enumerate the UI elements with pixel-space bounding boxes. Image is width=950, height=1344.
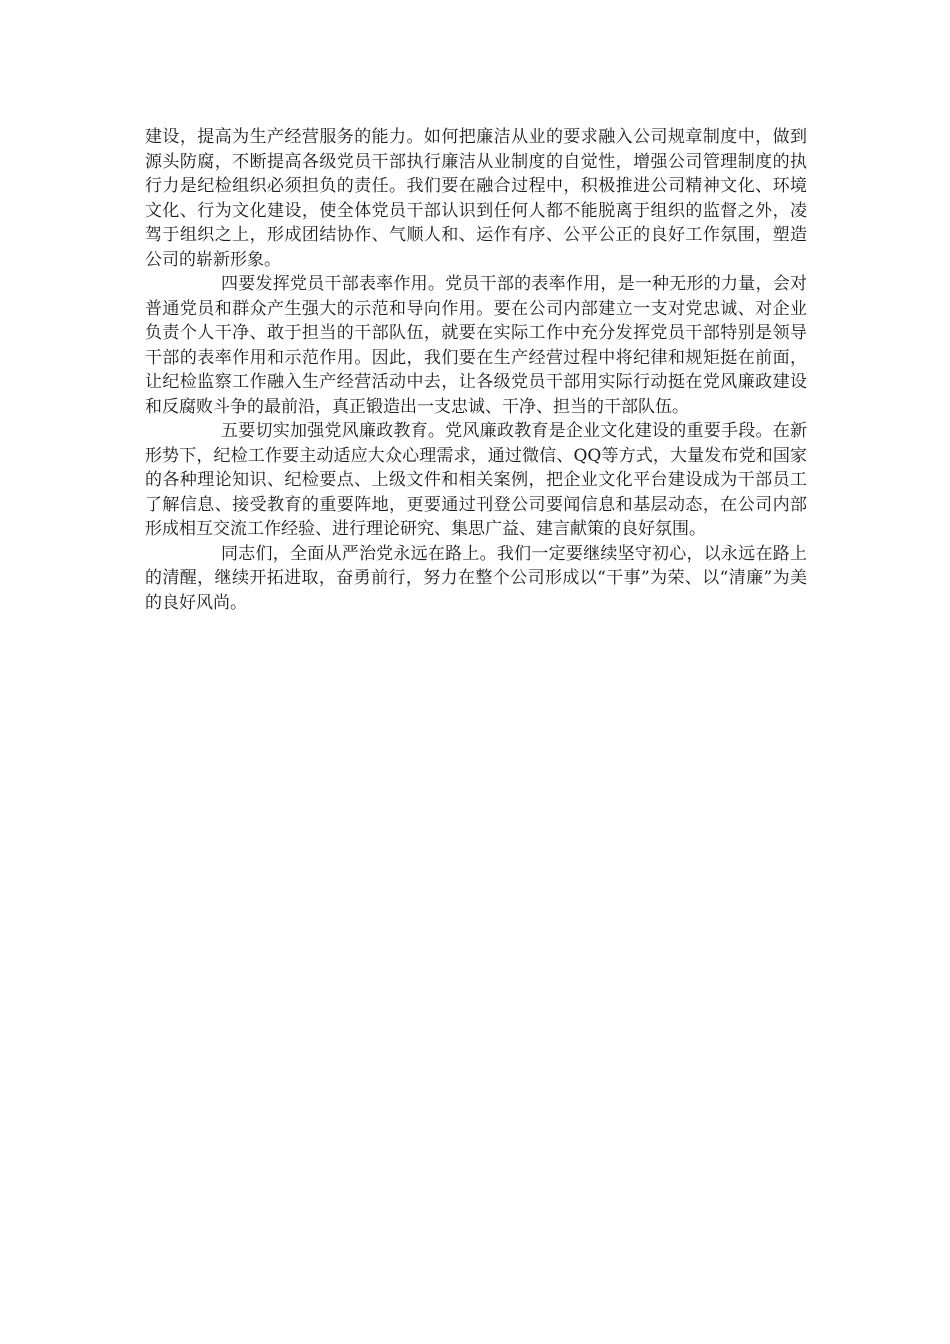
- paragraph-closing: 同志们，全面从严治党永远在路上。我们一定要继续坚守初心，以永远在路上的清醒，继续开拓进取，奋勇前行，努力在整个公司形成以“干事”为荣、以“清廉”为美的良好风尚。: [145, 543, 807, 613]
- document-body: [145, 125, 807, 615]
- paragraph-integrity-education: 五要切实加强党风廉政教育。党风廉政教育是企业文化建设的重要手段。在新形势下，纪检工作要主动适应大众心理需求，通过微信、QQ等方式，大量发布党和国家的各种理论知识、纪检要点、上级文件和相关案例，把企业文化平台建设成为干部员工了解信息、接受教育的重要阵地，更要通过刊登公司要闻信息和基层动态，在公司内部形成相互交流工作经验、进行理论研究、集思广益、建言献策的良好氛围。: [145, 421, 807, 539]
- paragraph-exemplary-role: 四要发挥党员干部表率作用。党员干部的表率作用，是一种无形的力量，会对普通党员和群众产生强大的示范和导向作用。要在公司内部建立一支对党忠诚、对企业负责个人干净、敢于担当的干部队伍，就要在实际工作中充分发挥党员干部特别是领导干部的表率作用和示范作用。因此，我们要在生产经营过程中将纪律和规矩挺在前面，让纪检监察工作融入生产经营活动中去，让各级党员干部用实际行动挺在党风廉政建设和反腐败斗争的最前沿，真正锻造出一支忠诚、干净、担当的干部队伍。: [145, 274, 807, 417]
- paragraph-continuation: 建设，提高为生产经营服务的能力。如何把廉洁从业的要求融入公司规章制度中，做到源头防腐，不断提高各级党员干部执行廉洁从业制度的自觉性，增强公司管理制度的执行力是纪检组织必须担负的责任。我们要在融合过程中，积极推进公司精神文化、环境文化、行为文化建设，使全体党员干部认识到任何人都不能脱离于组织的监督之外，凌驾于组织之上，形成团结协作、气顺人和、运作有序、公平公正的良好工作氛围，塑造公司的崭新形象。: [145, 127, 807, 270]
